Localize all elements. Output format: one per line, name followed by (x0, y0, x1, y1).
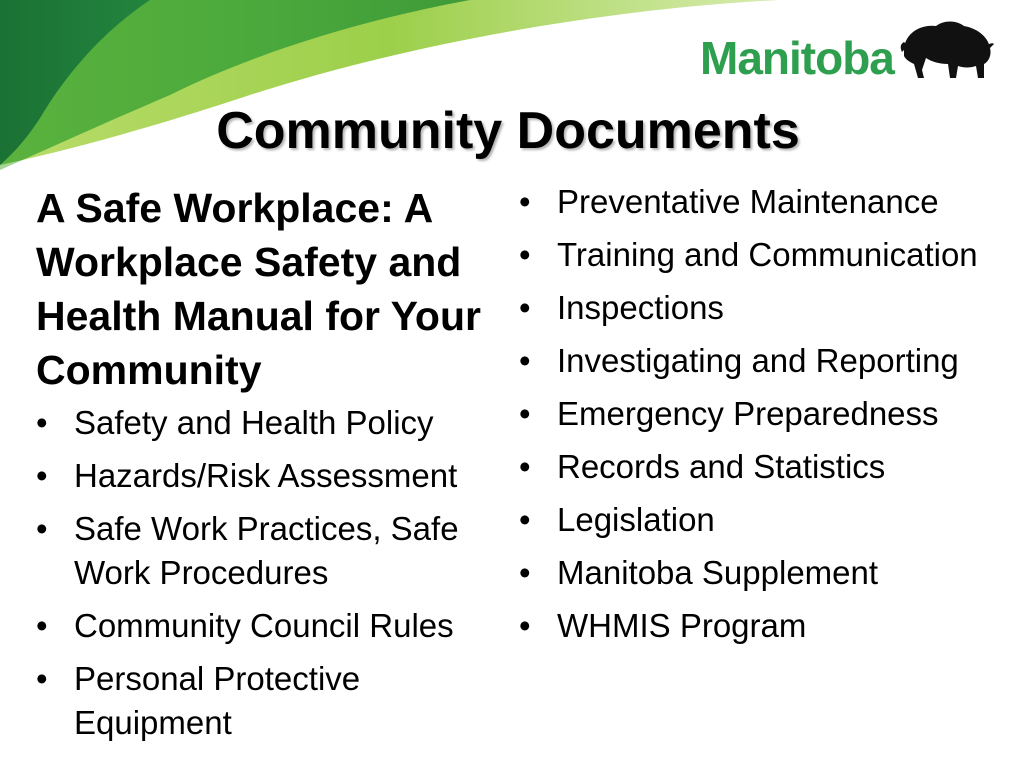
list-item-text: Safe Work Practices, Safe Work Procedures (74, 510, 459, 591)
list-item (36, 657, 514, 745)
bullet-icon: • (519, 183, 531, 220)
list-item-text: Manitoba Supplement (557, 554, 879, 591)
manual-heading: A Safe Workplace: A Workplace Safety and Health Manual for Your Community (36, 185, 481, 393)
list-item-text: Training and Communication (557, 236, 978, 273)
list-item-text: Emergency Preparedness (557, 395, 939, 432)
bullet-icon: • (519, 448, 531, 485)
left-bullet-list (36, 401, 514, 745)
list-item (519, 498, 1014, 542)
list-item-text: Legislation (557, 501, 715, 538)
right-bullet-list (519, 180, 1014, 648)
list-item-text: Community Council Rules (74, 607, 454, 644)
list-item (519, 339, 1014, 383)
bullet-icon: • (519, 607, 531, 644)
list-item-text: Inspections (557, 289, 724, 326)
list-item (519, 180, 1014, 224)
list-item (519, 604, 1014, 648)
list-item-text: Investigating and Reporting (557, 342, 959, 379)
list-item-text: Records and Statistics (557, 448, 886, 485)
bison-icon (898, 18, 994, 84)
bullet-icon: • (519, 501, 531, 538)
bullet-icon: • (36, 457, 48, 494)
left-column (36, 181, 514, 754)
list-item (519, 445, 1014, 489)
list-item-text: Safety and Health Policy (74, 404, 434, 441)
bullet-icon: • (36, 607, 48, 644)
list-item-text: Preventative Maintenance (557, 183, 939, 220)
bullet-icon: • (519, 342, 531, 379)
bullet-icon: • (36, 510, 48, 547)
list-item-text: Personal Protective Equipment (74, 660, 361, 741)
list-item (36, 604, 514, 648)
bullet-icon: • (36, 660, 48, 697)
list-item-text: WHMIS Program (557, 607, 807, 644)
list-item (36, 401, 514, 445)
bullet-icon: • (519, 554, 531, 591)
list-item (519, 233, 1014, 277)
list-item (519, 551, 1014, 595)
bullet-icon: • (36, 404, 48, 441)
list-item (36, 507, 514, 595)
list-item-text: Hazards/Risk Assessment (74, 457, 458, 494)
list-item (519, 392, 1014, 436)
list-item (519, 286, 1014, 330)
bullet-icon: • (519, 289, 531, 326)
manitoba-logo (696, 18, 996, 84)
bullet-icon: • (519, 236, 531, 273)
bullet-icon: • (519, 395, 531, 432)
slide-title-text: Community Documents (216, 102, 800, 160)
right-column (519, 180, 1014, 657)
logo-wordmark: Manitoba (700, 32, 894, 84)
list-item (36, 454, 514, 498)
slide-title (0, 98, 1024, 164)
